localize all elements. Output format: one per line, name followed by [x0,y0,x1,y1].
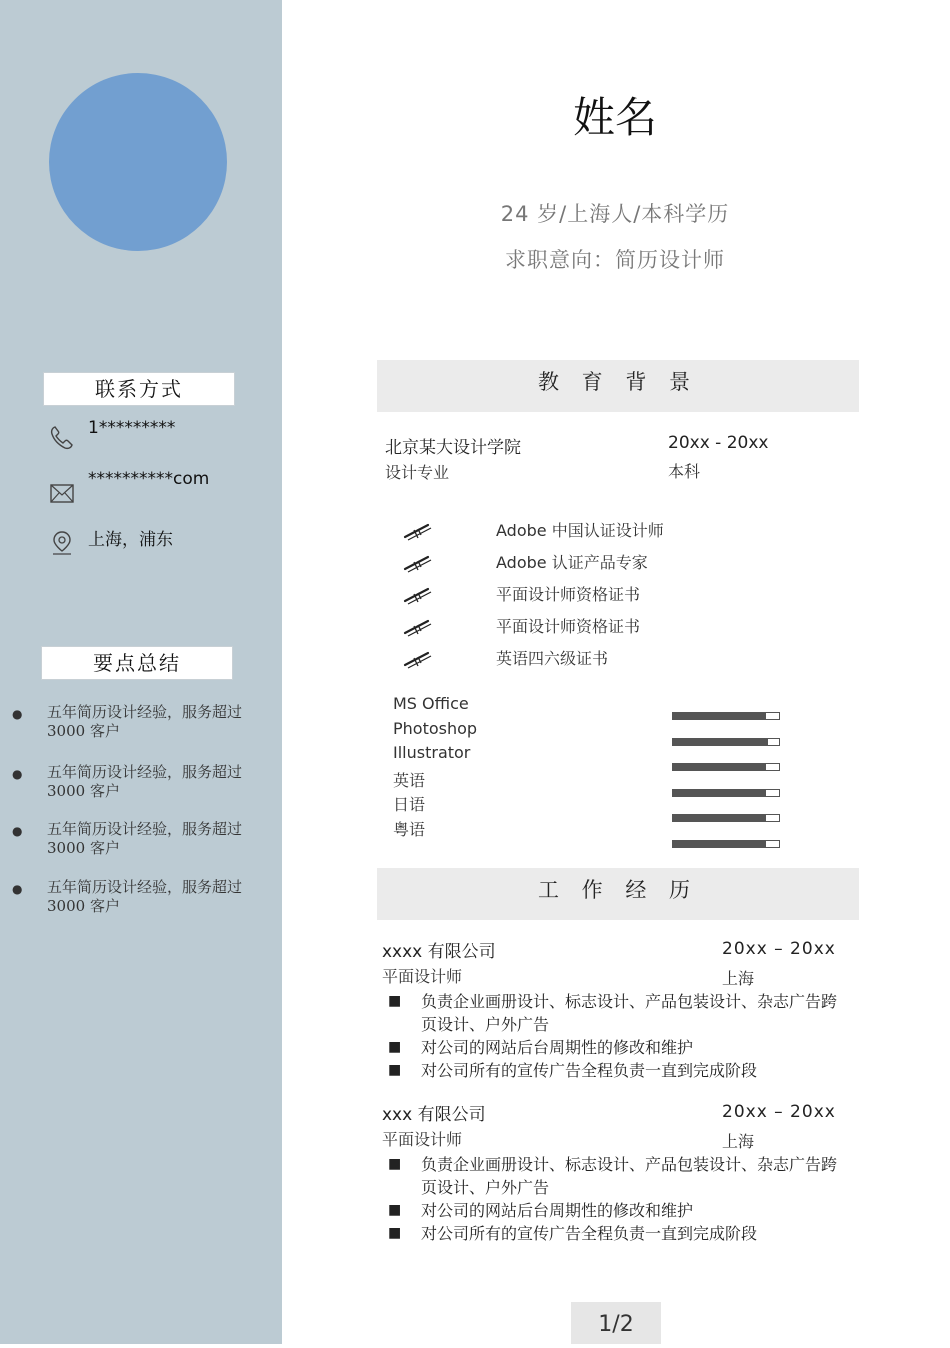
square-bullet-icon: ■ [388,1039,402,1055]
certificate-scroll-icon [402,520,434,542]
bullet-dot-icon: ● [12,824,23,838]
job-objective: 求职意向：简历设计师 [505,248,725,272]
certificate-item: 平面设计师资格证书 [496,617,641,636]
square-bullet-icon: ■ [388,1202,402,1218]
job-duty: ■ 负责企业画册设计、标志设计、产品包装设计、杂志广告跨页设计、户外广告 [388,1155,838,1197]
contact-location-text: 上海，浦东 [88,530,173,550]
skill-level-fill [673,815,766,821]
skill-name: MS Office [393,694,469,713]
skill-name: 英语 [393,770,426,790]
skill-name: 日语 [393,795,426,814]
certificate-scroll-icon [402,648,434,670]
certificate-scroll-icon [402,552,434,574]
skill-name: 粤语 [393,819,426,839]
page-title: 姓名 [572,93,657,142]
education-degree: 本科 [668,462,701,481]
square-bullet-icon: ■ [388,993,402,1009]
certificate-item: Adobe 中国认证设计师 [496,521,664,540]
avatar [49,73,227,251]
phone-icon [48,424,76,452]
bullet-dot-icon: ● [12,767,23,781]
skill-name: Illustrator [393,743,471,762]
mail-icon [48,480,76,508]
bullet-dot-icon: ● [12,707,23,721]
education-section-header: 教 育 背 景 [377,360,859,412]
skill-level-bar [672,763,780,771]
bullet-dot-icon: ● [12,882,23,896]
contact-mail [48,480,76,508]
square-bullet-icon: ■ [388,1225,402,1241]
job-period: 20xx – 20xx [722,1102,836,1122]
education-school: 北京某大设计学院 [385,438,521,458]
skill-level-bar [672,814,780,822]
education-major: 设计专业 [385,463,450,482]
contact-phone-text: 1********* [88,418,176,438]
job-location: 上海 [722,969,755,988]
summary-heading: 要点总结 [41,646,233,680]
skill-level-fill [673,713,766,719]
skill-level-fill [673,739,768,745]
sidebar: 联系方式 1********* **********com 上海，浦东 要点总结 ● 五年简历设计经验，服务超过 3000 客户 ● 五年简历设计经验，服务超过 3000 客户 ● 五年简历设计经验，服务超过 3000 客户 ● 五年简历设计经验，服务超过 3000 客户 [0,0,282,1344]
skill-level-bar [672,712,780,720]
certificate-item: Adobe 认证产品专家 [496,553,648,572]
square-bullet-icon: ■ [388,1156,402,1172]
skill-level-bar [672,789,780,797]
certificate-scroll-icon [402,584,434,606]
skill-level-fill [673,790,766,796]
certificate-scroll-icon [402,616,434,638]
skill-level-fill [673,841,766,847]
job-title: 平面设计师 [382,967,463,986]
job-location: 上海 [722,1132,755,1151]
job-duty: ■ 负责企业画册设计、标志设计、产品包装设计、杂志广告跨页设计、户外广告 [388,992,838,1034]
job-period: 20xx – 20xx [722,939,836,959]
skill-level-bar [672,840,780,848]
page-indicator: 1/2 [571,1302,661,1344]
education-period: 20xx - 20xx [668,433,769,453]
skill-level-bar [672,738,780,746]
job-company: xxxx 有限公司 [382,942,496,962]
job-title: 平面设计师 [382,1130,463,1149]
personal-info: 24 岁/上海人/本科学历 [500,202,730,226]
location-icon [48,529,76,557]
skill-level-fill [673,764,766,770]
work-section-header: 工 作 经 历 [377,868,859,920]
contact-mail-text: **********com [88,469,210,489]
job-company: xxx 有限公司 [382,1105,486,1125]
square-bullet-icon: ■ [388,1062,402,1078]
contact-heading: 联系方式 [43,372,235,406]
skill-name: Photoshop [393,718,478,738]
certificate-item: 英语四六级证书 [496,649,609,668]
contact-phone [48,424,76,452]
certificate-item: 平面设计师资格证书 [496,585,641,604]
contact-location [48,529,76,557]
